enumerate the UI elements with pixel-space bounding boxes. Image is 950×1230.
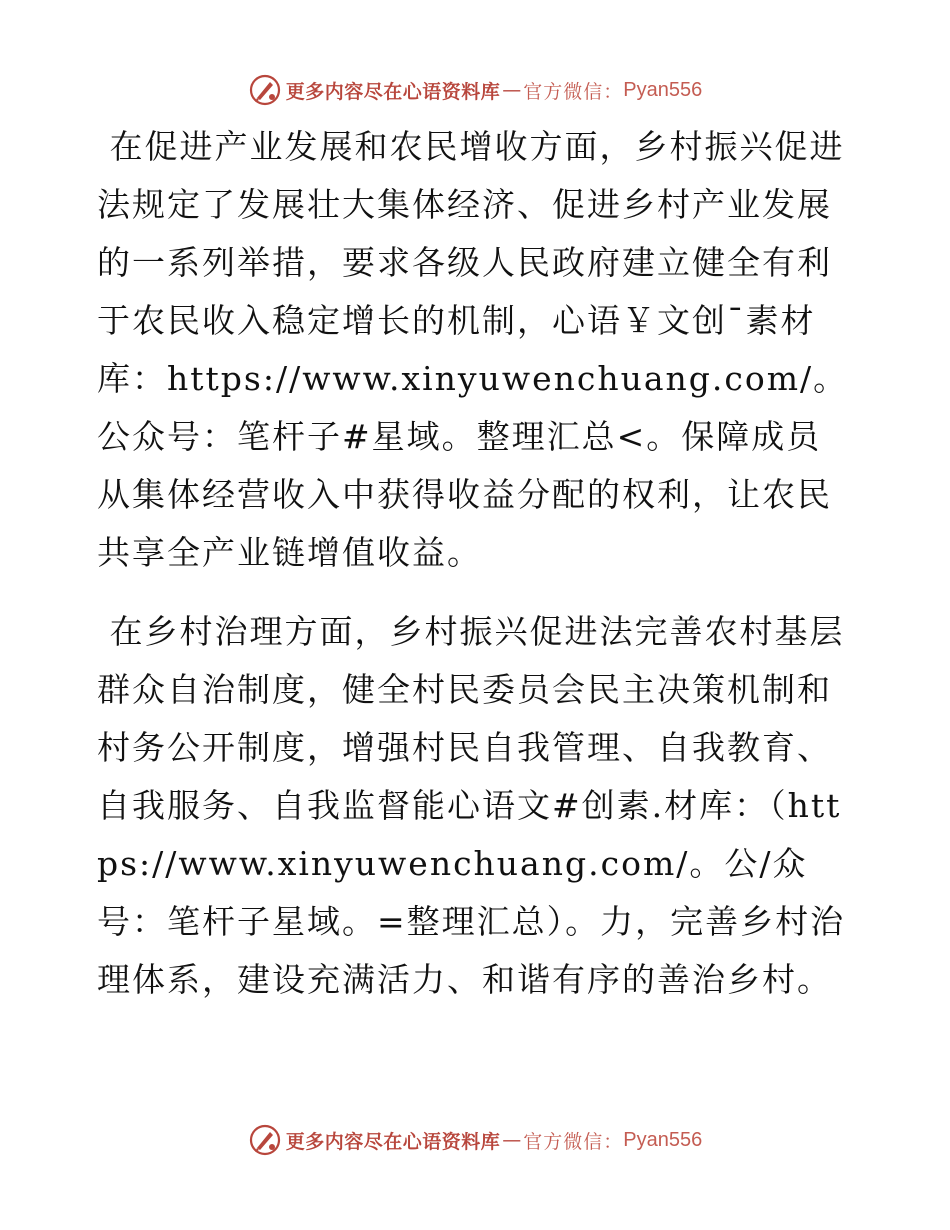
quill-logo-icon: [248, 73, 282, 107]
document-body: [97, 118, 853, 1030]
header-wechat-label: 官方微信：: [523, 80, 624, 103]
header-brand-text: 更多内容尽在心语资料库: [285, 80, 501, 103]
header-separator: —: [502, 79, 522, 101]
footer-banner: [0, 1122, 950, 1158]
header-wechat-id: Pyan556: [623, 78, 703, 101]
quill-logo-icon: [248, 1123, 282, 1157]
footer-wechat-label: 官方微信：: [523, 1130, 624, 1153]
footer-wechat-id: Pyan556: [623, 1128, 703, 1151]
header-banner: [0, 72, 950, 108]
paragraph-rural-governance: 在乡村治理方面，乡村振兴促进法完善农村基层群众自治制度，健全村民委员会民主决策机制和村务公开制度，增强村民自我管理、自我教育、自我服务、自我监督能心语文#创素.材库：（https://www.xinyuwenchuang.com/。公/众号：笔杆子星域。=整理汇总）。力，完善乡村治理体系，建设充满活力、和谐有序的善治乡村。: [97, 612, 846, 999]
paragraph-industry-development: 在促进产业发展和农民增收方面，乡村振兴促进法规定了发展壮大集体经济、促进乡村产业发展的一系列举措，要求各级人民政府建立健全有利于农民收入稳定增长的机制，心语￥文创¯素材库：https://www.xinyuwenchuang.com/。公众号：笔杆子#星域。整理汇总<。保障成员从集体经营收入中获得收益分配的权利，让农民共享全产业链增值收益。: [97, 127, 849, 572]
footer-separator: —: [502, 1129, 522, 1151]
footer-brand-text: 更多内容尽在心语资料库: [285, 1130, 501, 1153]
